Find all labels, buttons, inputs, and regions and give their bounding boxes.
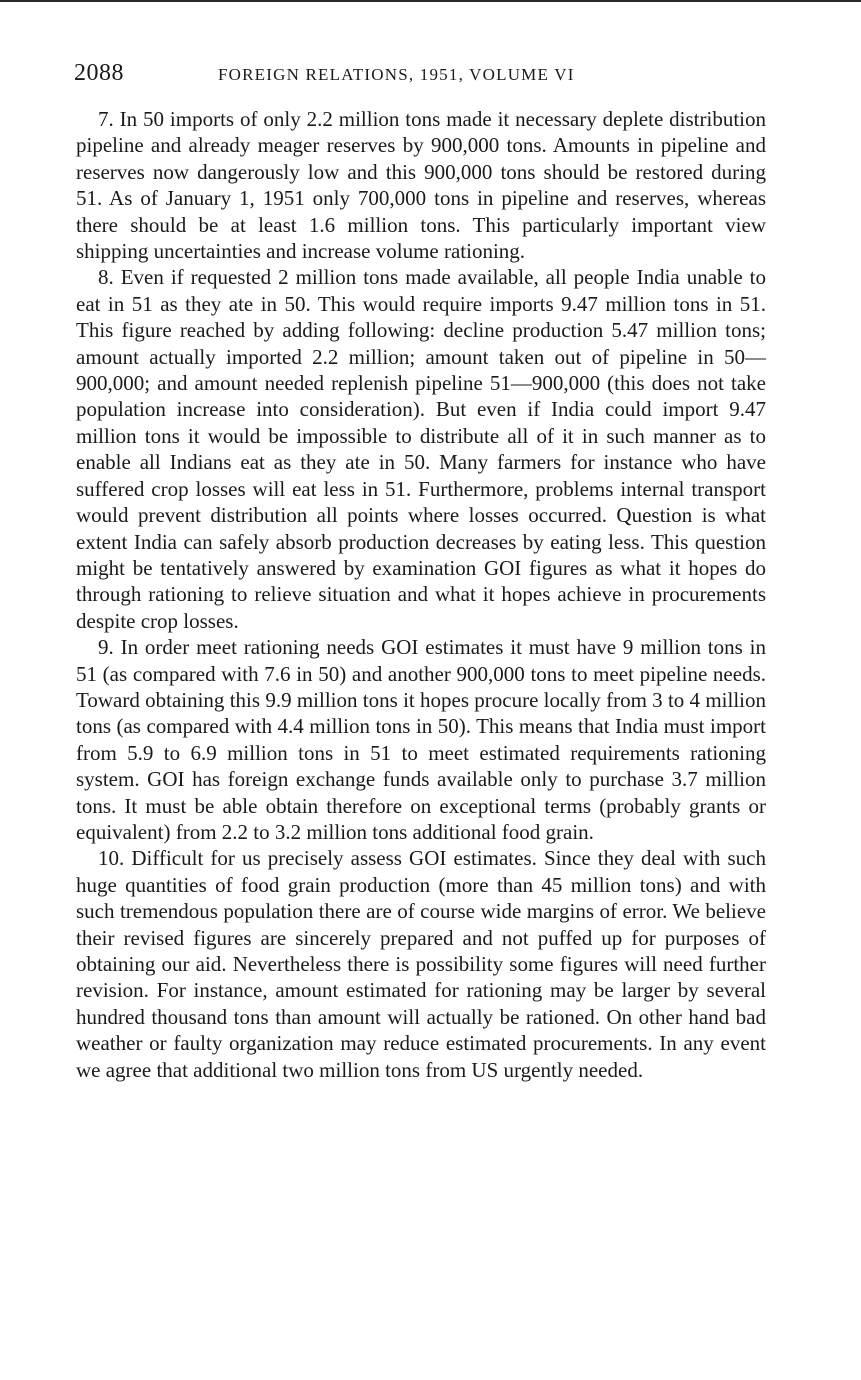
paragraph-10: 10. Difficult for us precisely assess GOI estimates. Since they deal with such huge quantities of food grain production (more than 45 million tons) and with such tremendous population there are of course wide margins of error. We believe their revised figures are sincerely prepared and not puffed up for purposes of obtaining our aid. Nevertheless there is possibility some figures will need further revision. For instance, amount estimated for rationing may be larger by several hundred thousand tons than amount will actually be rationed. On other hand bad weather or faulty organization may reduce estimated procurements. In any event we agree that additional two million tons from US urgently needed. <box>76 846 766 1082</box>
top-border-rule <box>0 0 861 2</box>
paragraph-7: 7. In 50 imports of only 2.2 million tons made it necessary deplete distribution pipeline and already meager reserves by 900,000 tons. Amounts in pipeline and reserves now dangerously low and this 900,000 tons should be restored during 51. As of January 1, 1951 only 700,000 tons in pipeline and reserves, whereas there should be at least 1.6 million tons. This particularly important view shipping uncertainties and increase volume rationing. <box>76 107 766 264</box>
running-header <box>76 58 766 92</box>
running-title: FOREIGN RELATIONS, 1951, VOLUME VI <box>218 65 575 84</box>
paragraph-8: 8. Even if requested 2 million tons made available, all people India unable to eat in 51 as they ate in 50. This would require imports 9.47 million tons in 51. This figure reached by adding following: decline production 5.47 million tons; amount actually imported 2.2 million; amount taken out of pipeline in 50—900,000; and amount needed replenish pipeline 51—900,000 (this does not take population increase into consideration). But even if India could import 9.47 million tons it would be impossible to distribute all of it in such manner as to enable all Indians eat as they ate in 50. Many farmers for instance who have suffered crop losses will eat less in 51. Furthermore, problems internal transport would prevent distribution all points where losses occurred. Question is what extent India can safely absorb production decreases by eating less. This question might be tentatively answered by examination GOI figures as what it hopes do through rationing to relieve situation and what it hopes achieve in procurements despite crop losses. <box>76 265 766 633</box>
document-page <box>76 58 766 1083</box>
paragraph-9: 9. In order meet rationing needs GOI estimates it must have 9 million tons in 51 (as compared with 7.6 in 50) and another 900,000 tons to meet pipeline needs. Toward obtaining this 9.9 million tons it hopes procure locally from 3 to 4 million tons (as compared with 4.4 million tons in 50). This means that India must import from 5.9 to 6.9 million tons in 51 to meet estimated requirements rationing system. GOI has foreign exchange funds available only to purchase 3.7 million tons. It must be able obtain therefore on exceptional terms (probably grants or equivalent) from 2.2 to 3.2 million tons additional food grain. <box>76 635 766 844</box>
page-number: 2088 <box>74 60 124 86</box>
